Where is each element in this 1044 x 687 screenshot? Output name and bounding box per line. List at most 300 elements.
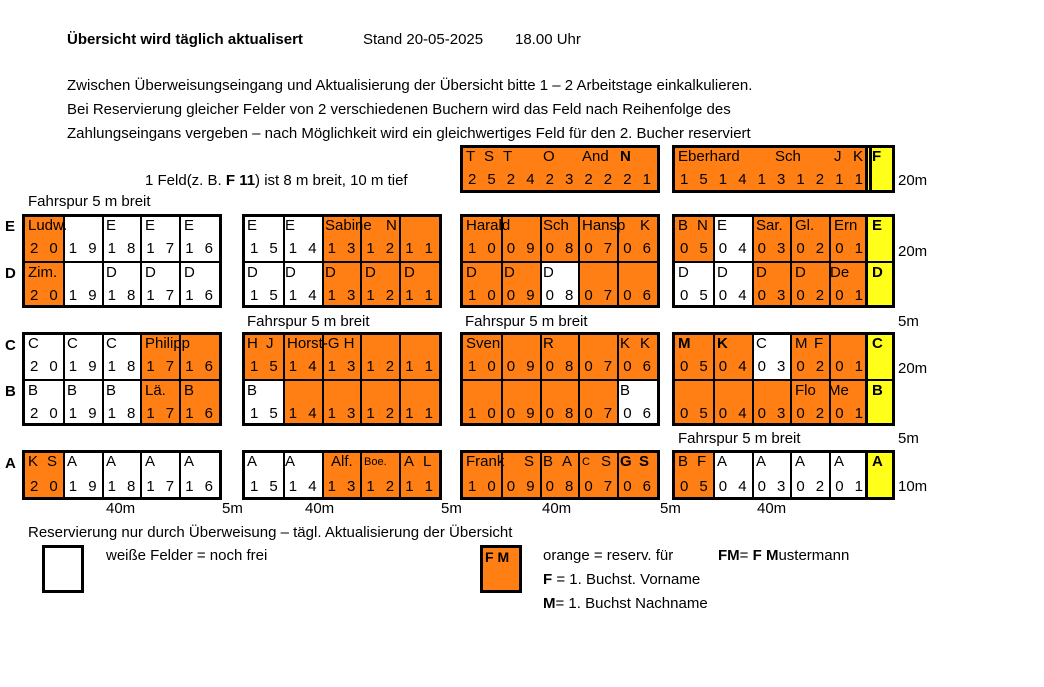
row-b-digit: 1 [146,405,155,422]
cb-row-line [460,379,660,381]
row-a-digit: 5 [269,478,278,495]
top-label: And [582,148,609,165]
row-d-digit: 0 [680,287,689,304]
row-a-label: S [639,453,650,470]
top-end-label: F [872,148,882,165]
top-digit: 2 [506,171,516,188]
row-c-label: Horst-G H [287,335,355,352]
note-line-1: Zwischen Überweisungseingang und Aktualisierung der Übersicht bitte 1 – 2 Arbeitstage einkalkulieren. [67,77,753,94]
top-label: T [503,148,513,165]
row-a-digit: 0 [487,478,496,495]
row-a-digit: 4 [308,478,317,495]
row-e-label: E [285,217,296,234]
dim-bottom-6: 40m [757,500,787,517]
dim-top: 20m [898,172,928,189]
legend-m-bold: M [543,595,556,612]
row-d-digit: 1 [288,287,298,304]
top-label: T [466,148,476,165]
row-a-label: A [285,453,296,470]
row-e-digit: 1 [327,240,336,257]
note-line-2: Bei Reservierung gleicher Felder von 2 verschiedenen Buchern wird das Feld nach Reihenfolge des [67,101,731,118]
row-c-digit: 1 [424,358,433,375]
row-label-b: B [5,383,16,400]
dim-mid: 5m [898,313,919,330]
top-digit: 1 [757,171,766,188]
row-b-digit: 1 [405,405,414,422]
top-digit: 4 [738,171,747,188]
row-d-digit: 1 [146,287,155,304]
row-a-divider [713,453,715,497]
row-label-a: A [5,455,16,472]
row-d-digit: 1 [327,287,336,304]
ed-row-line [672,261,872,263]
field-size-example: F 11 [225,172,256,189]
row-a-divider [540,453,542,497]
row-a-digit: 8 [127,478,136,495]
top-digit: 1 [835,171,844,188]
row-e-digit: 0 [584,240,593,257]
row-d-label: D [325,264,336,281]
row-b-digit: 7 [603,405,613,422]
row-a-divider [360,453,362,497]
row-a-digit: 1 [185,478,194,495]
row-a-label: A [562,453,573,470]
row-c-digit: 8 [127,358,136,375]
row-e-digit: 9 [88,240,97,257]
row-b-digit: 0 [506,405,516,422]
row-a-label: A [756,453,767,470]
row-e-digit: 1 [854,240,863,257]
row-a-label: F [697,453,707,470]
row-e-digit: 4 [738,240,747,257]
row-a-digit: 6 [642,478,651,495]
row-c-digit: 4 [308,358,317,375]
row-d-digit: 9 [526,287,535,304]
row-b-digit: 2 [30,405,39,422]
ed-row-line [460,261,660,263]
row-e-digit: 5 [699,240,708,257]
row-e-digit: 1 [405,240,414,257]
row-c-digit: 1 [366,358,375,375]
legend-orange-sample [480,545,522,593]
row-e-digit: 0 [680,240,689,257]
row-a-digit: 0 [718,478,728,495]
row-c-digit: 1 [185,358,194,375]
row-d-digit: 1 [107,287,116,304]
row-e-digit: 1 [288,240,298,257]
row-b-label: B [247,382,258,399]
row-b-digit: 2 [815,405,825,422]
row-e-digit: 1 [250,240,259,257]
legend-title: Reservierung nur durch Überweisung – tägl. Aktualisierung der Übersicht [28,524,513,541]
row-a-label: A [717,453,728,470]
row-c-digit: 0 [835,358,844,375]
dim-bottom-1: 40m [106,500,136,517]
row-a-end-label: A [872,453,883,470]
row-c-digit: 5 [699,358,708,375]
row-c-digit: 6 [642,358,651,375]
row-c-label: Sven [466,335,501,352]
row-b-digit: 8 [565,405,574,422]
row-d-digit: 4 [308,287,317,304]
row-c-label: C [106,335,117,352]
row-d-label: D [404,264,415,281]
dim-bottom-3: 40m [305,500,335,517]
row-c-digit: 9 [88,358,97,375]
row-d-digit: 9 [88,287,97,304]
row-c-digit: 1 [68,358,78,375]
row-a-digit: 1 [854,478,863,495]
row-b-digit: 3 [347,405,356,422]
row-e-digit: 8 [127,240,136,257]
row-d-digit: 7 [165,287,175,304]
row-a-digit: 9 [526,478,535,495]
row-a-label: A [404,453,415,470]
row-label-c: C [5,337,16,354]
lane-label-middle-2: Fahrspur 5 m breit [465,313,588,330]
row-a-label: A [106,453,117,470]
row-a-digit: 7 [603,478,613,495]
row-e-digit: 1 [366,240,375,257]
row-e-digit: 1 [424,240,433,257]
row-b-digit: 1 [468,405,477,422]
row-d-digit: 1 [185,287,194,304]
row-c-digit: 3 [777,358,786,375]
row-c-digit: 8 [565,358,574,375]
row-e-digit: 8 [565,240,574,257]
row-b-digit: 1 [250,405,259,422]
row-a-label: A [795,453,806,470]
row-e-digit: 2 [815,240,825,257]
row-a-label: A [834,453,845,470]
row-b-digit: 9 [88,405,97,422]
row-b-digit: 3 [777,405,786,422]
legend-example [718,547,849,565]
row-d-label: D [285,264,296,281]
row-e-digit: 7 [603,240,613,257]
row-d-label: D [795,264,806,281]
row-d-digit: 2 [385,287,395,304]
row-b-digit: 1 [288,405,298,422]
row-b-label: B [620,382,631,399]
row-c-digit: 1 [250,358,259,375]
top-digit: 3 [565,171,574,188]
row-d-label: D [466,264,477,281]
legend-f-bold: F [543,571,553,588]
row-c-digit: 4 [738,358,747,375]
row-b-digit: 5 [269,405,278,422]
row-d-digit: 1 [424,287,433,304]
row-b-digit: 4 [308,405,317,422]
row-d-digit: 1 [854,287,863,304]
row-a-digit: 0 [796,478,805,495]
row-e-digit: 3 [347,240,356,257]
page-title: Übersicht wird täglich aktualisert [67,31,303,48]
row-d-digit: 0 [584,287,593,304]
row-a-digit: 5 [699,478,708,495]
row-c-digit: 3 [347,358,356,375]
row-d-digit: 0 [757,287,766,304]
top-digit: 3 [777,171,786,188]
top-label: Sch [775,148,801,165]
row-b-digit: 0 [623,405,632,422]
row-a-label: S [524,453,535,470]
row-b-digit: 0 [680,405,689,422]
row-c-digit: 0 [545,358,554,375]
row-d-digit: 8 [565,287,574,304]
row-e-digit: 0 [487,240,496,257]
row-a-digit: 0 [584,478,593,495]
row-a-digit: 2 [30,478,39,495]
row-e-label: N [697,217,708,234]
row-b-digit: 1 [68,405,78,422]
row-e-label: Ludw. [28,217,68,234]
row-b-digit: 1 [366,405,375,422]
row-a-digit: 1 [468,478,477,495]
row-b-digit: 6 [642,405,651,422]
ed-row-line [242,261,442,263]
row-d-end-label: D [872,264,883,281]
row-d-label: D [504,264,515,281]
dim-bottom-2: 5m [222,500,243,517]
lane-label-middle-1: Fahrspur 5 m breit [247,313,370,330]
top-digit: 2 [584,171,593,188]
top-label: K [853,148,864,165]
top-digit: 2 [623,171,632,188]
row-a-digit: 0 [49,478,58,495]
row-a-label: G [620,453,632,470]
top-digit: 5 [487,171,496,188]
row-c-label: C [756,335,767,352]
row-a-label: S [601,453,612,470]
row-d-digit: 7 [603,287,613,304]
row-a-label: A [247,453,258,470]
row-e-digit: 0 [757,240,766,257]
top-label: S [484,148,495,165]
row-b-end-label: B [872,382,883,399]
stand-date: Stand 20-05-2025 [363,31,484,48]
row-b-digit: 1 [185,405,194,422]
row-e-digit: 9 [526,240,535,257]
row-b-digit: 7 [165,405,175,422]
row-c-label: C [67,335,78,352]
row-e-digit: 1 [185,240,194,257]
row-c-digit: 0 [487,358,496,375]
row-a-digit: 0 [680,478,689,495]
row-d-digit: 0 [796,287,805,304]
row-d-label: D [756,264,767,281]
row-a-label: Alf. [331,453,353,470]
row-c-digit: 7 [603,358,613,375]
row-d-digit: 0 [835,287,844,304]
row-a-digit: 0 [506,478,516,495]
row-b-label: Lä. [145,382,166,399]
row-b-label: B [28,382,39,399]
row-b-label: Me [828,382,849,399]
row-d-digit: 3 [347,287,356,304]
row-a-digit: 1 [107,478,116,495]
top-label: Eberhard [678,148,740,165]
legend-example-eq: = [739,547,753,564]
row-a-label: L [423,453,432,470]
top-label: N [620,148,631,165]
row-e-digit: 3 [777,240,786,257]
row-d-digit: 0 [49,287,58,304]
row-d-digit: 5 [269,287,278,304]
field-size-post: ) ist 8 m breit, 10 m tief [255,172,408,189]
row-d-label: Zim. [28,264,58,281]
row-a-digit: 1 [327,478,336,495]
stand-time: 18.00 Uhr [515,31,581,48]
row-b-digit: 0 [757,405,766,422]
row-b-digit: 4 [738,405,747,422]
row-a-label: A [145,453,156,470]
row-e-digit: 6 [642,240,651,257]
row-c-digit: 0 [623,358,632,375]
legend-f-line [543,571,700,589]
row-d-label: D [106,264,117,281]
row-c-digit: 0 [757,358,766,375]
row-d-label: De [830,264,850,281]
row-a-divider [790,453,792,497]
top-digit: 1 [680,171,689,188]
row-d-digit: 2 [815,287,825,304]
row-d-label: D [678,264,689,281]
row-a-digit: 2 [815,478,825,495]
row-c-digit: 1 [288,358,298,375]
row-d-digit: 0 [545,287,554,304]
row-c-label: J [266,335,274,352]
row-e-label: E [717,217,728,234]
row-e-digit: 2 [30,240,39,257]
row-a-divider [102,453,104,497]
row-a-digit: 6 [204,478,213,495]
top-label: O [543,148,555,165]
dim-low: 5m [898,430,919,447]
cb-row-line [672,379,872,381]
row-a-digit: 1 [366,478,375,495]
dim-bottom-7: 40m [542,500,572,517]
row-e-digit: 1 [68,240,78,257]
cb-row-line [242,379,442,381]
row-c-digit: 9 [526,358,535,375]
row-d-digit: 0 [487,287,496,304]
row-c-digit: 2 [385,358,395,375]
row-a-digit: 1 [288,478,298,495]
row-e-label: B [678,217,689,234]
row-a-digit: 3 [777,478,786,495]
row-d-label: D [247,264,258,281]
row-a-digit: 0 [757,478,766,495]
row-d-digit: 3 [777,287,786,304]
legend-white-text: weiße Felder = noch frei [106,547,268,564]
row-a-divider [829,453,831,497]
row-a-digit: 3 [347,478,356,495]
row-a-digit: 9 [88,478,97,495]
row-d-label: D [717,264,728,281]
row-b-digit: 0 [718,405,728,422]
row-c-digit: 0 [718,358,728,375]
row-c-end-label: C [872,335,883,352]
cb-end-line [865,379,895,381]
row-b-digit: 2 [385,405,395,422]
row-c-digit: 0 [506,358,516,375]
row-a-label: S [47,453,58,470]
row-c-label: K [620,335,631,352]
row-b-digit: 0 [545,405,554,422]
row-e-label: Sar. [756,217,783,234]
legend-white-sample [42,545,84,593]
row-d-digit: 0 [506,287,516,304]
row-b-digit: 0 [487,405,496,422]
row-a-divider [752,453,754,497]
row-c-digit: 0 [680,358,689,375]
top-digit: 1 [796,171,805,188]
row-a-digit: 1 [146,478,155,495]
row-a-label: Boe. [364,456,387,468]
row-c-digit: 0 [49,358,58,375]
row-d-digit: 1 [250,287,259,304]
row-c-digit: 2 [30,358,39,375]
row-d-label: D [145,264,156,281]
row-c-digit: 1 [468,358,477,375]
row-e-digit: 2 [385,240,395,257]
dim-bottom-4: 5m [441,500,462,517]
ed-row-line [22,261,222,263]
row-e-label: E [184,217,195,234]
row-d-digit: 6 [642,287,651,304]
row-c-digit: 2 [815,358,825,375]
row-d-label: D [184,264,195,281]
top-digit: 5 [699,171,708,188]
dim-ed: 20m [898,243,928,260]
row-b-digit: 1 [854,405,863,422]
row-b-digit: 1 [107,405,116,422]
row-e-digit: 7 [165,240,175,257]
dim-cb: 20m [898,360,928,377]
row-a-label: B [543,453,554,470]
top-digit: 1 [642,171,651,188]
row-d-digit: 1 [405,287,414,304]
row-d-label: D [365,264,376,281]
top-digit: 2 [545,171,554,188]
row-c-digit: 0 [796,358,805,375]
top-digit: 2 [468,171,477,188]
row-e-digit: 0 [796,240,805,257]
row-e-digit: 5 [269,240,278,257]
top-digit: 2 [603,171,613,188]
row-e-digit: 0 [835,240,844,257]
row-d-digit: 8 [127,287,136,304]
legend-example-name: ustermann [778,547,850,564]
row-b-digit: 1 [327,405,336,422]
top-digit: 4 [526,171,535,188]
row-b-digit: 1 [424,405,433,422]
row-a-digit: 1 [250,478,259,495]
row-d-label: D [543,264,554,281]
row-b-label: B [106,382,117,399]
legend-orange-sample-label: F M [485,549,510,565]
row-a-label: K [28,453,39,470]
row-c-label: C [28,335,39,352]
row-d-digit: 1 [68,287,78,304]
row-a-label: C [582,456,590,468]
row-c-digit: 5 [269,358,278,375]
row-d-digit: 1 [468,287,477,304]
row-b-label: B [67,382,78,399]
row-a-digit: 0 [835,478,844,495]
row-e-label: Ern [834,217,858,234]
